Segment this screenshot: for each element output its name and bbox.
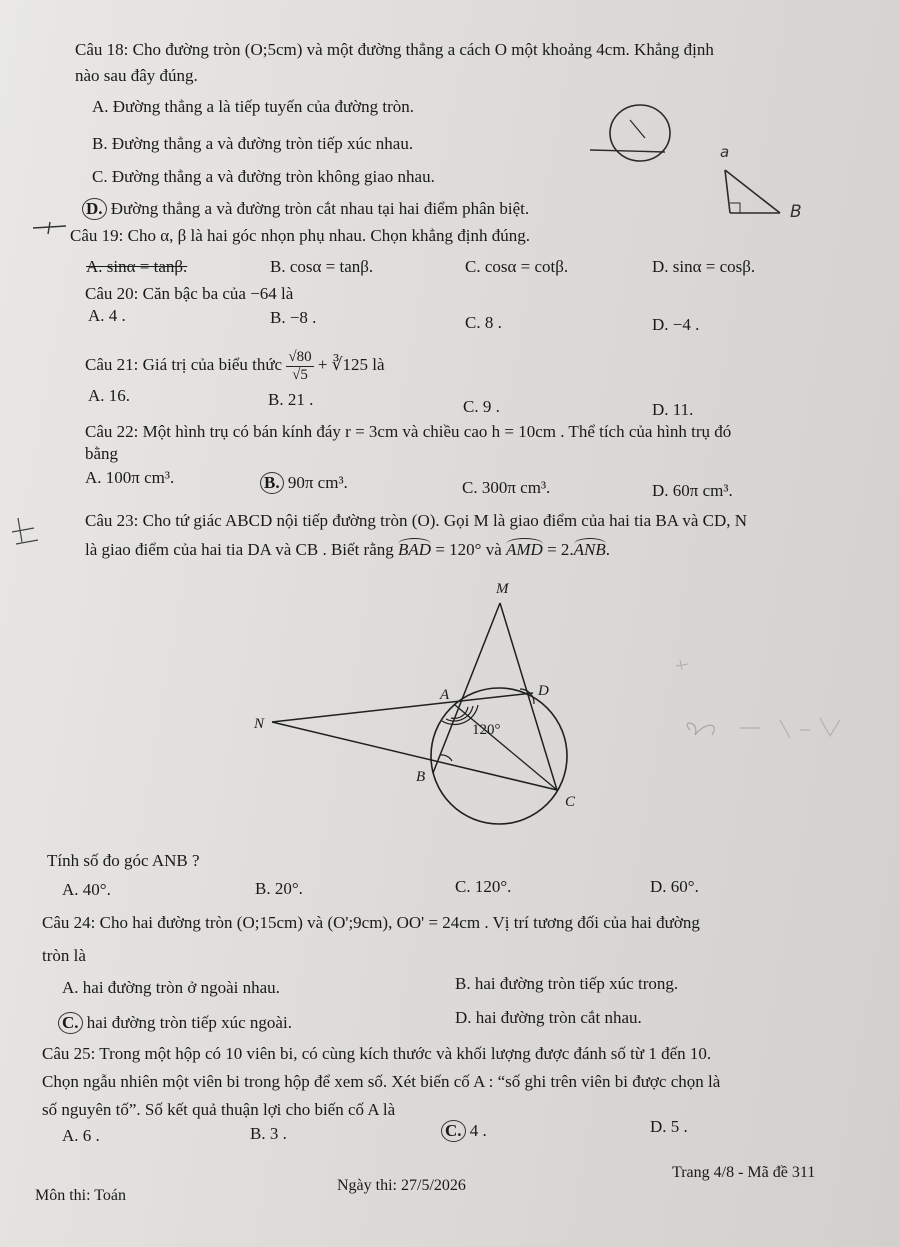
line-nd — [272, 693, 533, 722]
q23-option-c: C. 120°. — [455, 877, 512, 896]
q22-stem-line1: Câu 22: Một hình trụ có bán kính đáy r = 3cm và chiều cao h = 10cm . Thể tích của hình trụ đó — [85, 422, 732, 441]
label-n: N — [254, 716, 265, 732]
q25-option-c — [445, 1120, 487, 1142]
q23-option-a: A. 40°. — [62, 880, 111, 899]
q19-option-a: A. sinα = tanβ. — [86, 257, 188, 276]
q24-option-c-letter: C. — [58, 1012, 83, 1034]
q25-option-d: D. 5 . — [650, 1117, 688, 1136]
q22-stem-line2: bằng — [85, 444, 119, 463]
q21-option-c: C. 9 . — [463, 397, 500, 416]
q20-option-d: D. −4 . — [652, 315, 700, 334]
q21-fraction — [286, 349, 313, 384]
label-c: C — [565, 794, 576, 810]
q23-stem2-end: . — [605, 540, 611, 559]
q18-option-b: B. Đường thẳng a và đường tròn tiếp xúc nhau. — [92, 134, 414, 153]
q23-angle-amd: AMD — [506, 540, 543, 559]
q21-option-a: A. 16. — [88, 386, 131, 405]
label-angle-120: 120° — [472, 722, 501, 738]
footer-subject: Môn thi: Toán — [35, 1187, 127, 1204]
q24-option-d: D. hai đường tròn cắt nhau. — [455, 1008, 642, 1027]
q22-option-b-text: 90π cm³. — [287, 473, 348, 492]
handwritten-b: B — [790, 202, 802, 222]
q18-stem-line2: nào sau đây đúng. — [75, 66, 198, 85]
q23-angle-anb: ANB — [573, 540, 606, 559]
q22-option-d: D. 60π cm³. — [652, 481, 733, 500]
footer-date: Ngày thi: 27/5/2026 — [337, 1177, 466, 1194]
q23-stem2-prefix: là giao điểm của hai tia DA và CB . Biết rằng — [85, 540, 394, 559]
q18-option-d — [86, 198, 529, 220]
q20-stem: Câu 20: Căn bậc ba của −64 là — [85, 284, 294, 303]
q21-option-b: B. 21 . — [268, 390, 314, 409]
q18-option-d-text: Đường thẳng a và đường tròn cắt nhau tại hai điểm phân biệt. — [110, 199, 530, 218]
q25-option-b: B. 3 . — [250, 1124, 287, 1143]
q23-option-b: B. 20°. — [255, 879, 303, 898]
q22-option-b — [264, 472, 348, 494]
q25-option-a: A. 6 . — [62, 1126, 100, 1145]
footer-page-code: Trang 4/8 - Mã đề 311 — [672, 1164, 816, 1181]
q25-stem-line1: Câu 25: Trong một hộp có 10 viên bi, có cùng kích thước và khối lượng được đánh số từ 1 đến 10. — [42, 1044, 712, 1063]
q22-option-c: C. 300π cm³. — [462, 478, 551, 497]
sketch-triangle-side — [725, 170, 730, 213]
q23-option-d: D. 60°. — [650, 877, 699, 896]
q20-option-c: C. 8 . — [465, 313, 502, 332]
q23-stem-line2 — [85, 538, 610, 560]
q23-question: Tính số đo góc ANB ? — [47, 851, 200, 870]
q25-option-c-letter: C. — [441, 1120, 466, 1142]
q18-option-d-letter: D. — [82, 198, 107, 220]
line-nc — [272, 722, 557, 790]
label-m: M — [496, 581, 509, 597]
q21-stem — [85, 343, 385, 387]
q20-option-a: A. 4 . — [88, 306, 126, 325]
q21-plus-cbrt: + ∛125 — [317, 355, 369, 374]
margin-mark-q19 — [28, 218, 68, 238]
q18-option-a: A. Đường thẳng a là tiếp tuyến của đường tròn. — [92, 97, 415, 116]
sketch-circle — [610, 105, 670, 161]
q19-option-c: C. cosα = cotβ. — [465, 257, 569, 276]
q18-stem-line1: Câu 18: Cho đường tròn (O;5cm) và một đường thẳng a cách O một khoảng 4cm. Khẳng định — [75, 40, 714, 59]
q24-option-c — [62, 1012, 292, 1034]
q20-option-b: B. −8 . — [270, 308, 317, 327]
handwritten-a: a — [720, 143, 730, 161]
q25-stem-line3: số nguyên tố”. Số kết quả thuận lợi cho biến cố A là — [42, 1100, 396, 1119]
q25-option-c-text: 4 . — [469, 1121, 487, 1140]
q24-stem-line2: tròn là — [42, 946, 86, 965]
q21-fraction-den: √5 — [292, 366, 308, 383]
label-a: A — [440, 687, 450, 703]
q22-option-b-letter: B. — [260, 472, 284, 494]
q23-stem-line1: Câu 23: Cho tứ giác ABCD nội tiếp đường tròn (O). Gọi M là giao điểm của hai tia BA và CD, N — [85, 511, 748, 530]
margin-mark-q23 — [8, 512, 48, 552]
q23-eq2: = 2. — [547, 540, 574, 559]
q23-angle-bad: BAD — [398, 540, 432, 559]
q21-fraction-num: √80 — [288, 348, 312, 365]
pencil-scribble — [660, 650, 860, 750]
q19-stem: Câu 19: Cho α, β là hai góc nhọn phụ nhau. Chọn khẳng định đúng. — [70, 226, 530, 245]
q19-option-d: D. sinα = cosβ. — [652, 257, 756, 276]
handwritten-sketch — [585, 100, 825, 225]
q21-stem-suffix: là — [372, 355, 385, 374]
label-b: B — [416, 769, 426, 785]
q19-option-b: B. cosα = tanβ. — [270, 257, 374, 276]
q24-option-b: B. hai đường tròn tiếp xúc trong. — [455, 974, 679, 993]
q18-option-c: C. Đường thẳng a và đường tròn không giao nhau. — [92, 167, 435, 186]
q21-option-d: D. 11. — [652, 400, 694, 419]
q22-option-a: A. 100π cm³. — [85, 468, 175, 487]
label-d: D — [538, 683, 549, 699]
sketch-line — [590, 150, 665, 152]
q24-stem-line1: Câu 24: Cho hai đường tròn (O;15cm) và (O';9cm), OO' = 24cm . Vị trí tương đối của hai đường — [42, 913, 700, 932]
q24-option-c-text: hai đường tròn tiếp xúc ngoài. — [86, 1013, 292, 1032]
q21-stem-prefix: Câu 21: Giá trị của biểu thức — [85, 355, 283, 374]
q25-stem-line2: Chọn ngẫu nhiên một viên bi trong hộp để xem số. Xét biến cố A : “số ghi trên viên bi được chọn là — [42, 1072, 721, 1091]
q24-option-a: A. hai đường tròn ở ngoài nhau. — [62, 978, 280, 997]
q23-eq1: = 120° và — [435, 540, 502, 559]
